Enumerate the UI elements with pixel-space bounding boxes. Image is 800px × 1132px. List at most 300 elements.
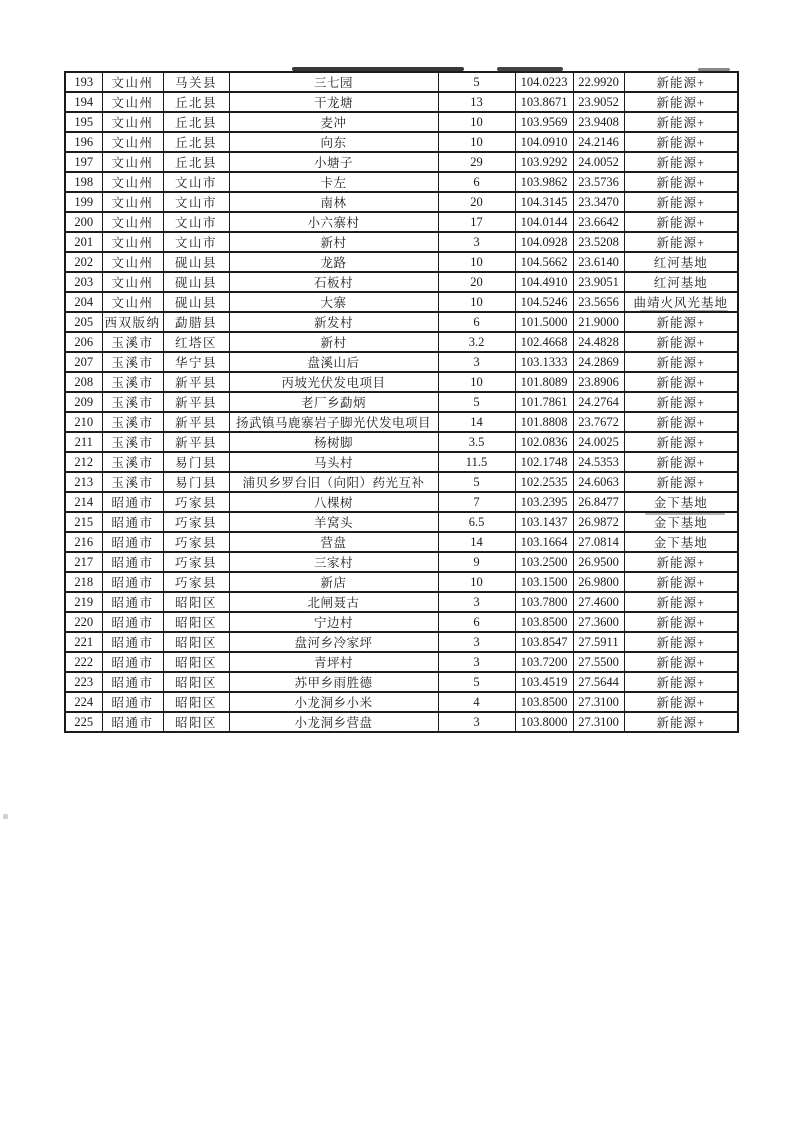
cell-capacity: 10 [438, 292, 515, 312]
cell-row-number: 201 [65, 232, 102, 252]
cell-capacity: 3 [438, 652, 515, 672]
cell-latitude: 27.5911 [573, 632, 624, 652]
cell-row-number: 197 [65, 152, 102, 172]
cell-capacity: 14 [438, 412, 515, 432]
cell-latitude: 23.6140 [573, 252, 624, 272]
cell-latitude: 27.0814 [573, 532, 624, 552]
cell-prefecture: 文山州 [102, 172, 163, 192]
cell-capacity: 17 [438, 212, 515, 232]
table-row [65, 92, 738, 112]
cell-county: 文山市 [163, 212, 229, 232]
cell-latitude: 27.4600 [573, 592, 624, 612]
cell-capacity: 13 [438, 92, 515, 112]
cell-county: 昭阳区 [163, 612, 229, 632]
cell-row-number: 207 [65, 352, 102, 372]
cell-longitude: 103.1437 [515, 512, 573, 532]
cell-latitude: 27.3600 [573, 612, 624, 632]
cell-base-type: 新能源+ [624, 612, 738, 632]
cell-project-name: 小六寨村 [229, 212, 438, 232]
cell-project-name: 苏甲乡雨胜德 [229, 672, 438, 692]
cell-base-type: 新能源+ [624, 332, 738, 352]
cell-project-name: 南林 [229, 192, 438, 212]
cell-row-number: 199 [65, 192, 102, 212]
cell-latitude: 26.9500 [573, 552, 624, 572]
cell-base-type: 新能源+ [624, 392, 738, 412]
cell-latitude: 24.2146 [573, 132, 624, 152]
cell-prefecture: 昭通市 [102, 532, 163, 552]
table-row [65, 532, 738, 552]
cell-longitude: 102.4668 [515, 332, 573, 352]
table-row [65, 512, 738, 532]
cell-prefecture: 昭通市 [102, 552, 163, 572]
table-row [65, 232, 738, 252]
table-row [65, 552, 738, 572]
cell-prefecture: 玉溪市 [102, 392, 163, 412]
cell-prefecture: 文山州 [102, 192, 163, 212]
cell-prefecture: 玉溪市 [102, 352, 163, 372]
cell-base-type: 新能源+ [624, 672, 738, 692]
cell-row-number: 225 [65, 712, 102, 732]
cell-longitude: 103.2395 [515, 492, 573, 512]
table-row [65, 332, 738, 352]
table-row [65, 152, 738, 172]
cell-base-type: 新能源+ [624, 572, 738, 592]
cell-base-type: 金下基地 [624, 512, 738, 532]
cell-longitude: 103.9862 [515, 172, 573, 192]
cell-capacity: 3 [438, 232, 515, 252]
cell-project-name: 三七园 [229, 72, 438, 92]
cell-row-number: 198 [65, 172, 102, 192]
cell-capacity: 10 [438, 132, 515, 152]
cell-county: 文山市 [163, 192, 229, 212]
cell-project-name: 青坪村 [229, 652, 438, 672]
cell-county: 新平县 [163, 392, 229, 412]
cell-base-type: 新能源+ [624, 452, 738, 472]
cell-county: 丘北县 [163, 152, 229, 172]
table-row [65, 632, 738, 652]
cell-latitude: 24.6063 [573, 472, 624, 492]
cell-latitude: 27.3100 [573, 692, 624, 712]
table-row [65, 192, 738, 212]
cell-longitude: 103.8000 [515, 712, 573, 732]
cell-longitude: 103.4519 [515, 672, 573, 692]
cell-longitude: 103.1664 [515, 532, 573, 552]
table-row [65, 432, 738, 452]
table-row [65, 292, 738, 312]
cell-row-number: 214 [65, 492, 102, 512]
cell-base-type: 新能源+ [624, 412, 738, 432]
table-row [65, 692, 738, 712]
cell-base-type: 新能源+ [624, 592, 738, 612]
cell-longitude: 104.0144 [515, 212, 573, 232]
cell-base-type: 新能源+ [624, 432, 738, 452]
cell-latitude: 27.5644 [573, 672, 624, 692]
cell-project-name: 八棵树 [229, 492, 438, 512]
cell-capacity: 3 [438, 592, 515, 612]
cell-row-number: 223 [65, 672, 102, 692]
cell-longitude: 103.2500 [515, 552, 573, 572]
cell-prefecture: 文山州 [102, 112, 163, 132]
cell-base-type: 新能源+ [624, 112, 738, 132]
projects-table-body [65, 72, 738, 732]
cell-prefecture: 玉溪市 [102, 452, 163, 472]
cell-latitude: 24.5353 [573, 452, 624, 472]
cell-longitude: 104.0928 [515, 232, 573, 252]
cell-capacity: 3.2 [438, 332, 515, 352]
cell-longitude: 103.8500 [515, 692, 573, 712]
table-row [65, 212, 738, 232]
cell-project-name: 石板村 [229, 272, 438, 292]
cell-latitude: 26.9800 [573, 572, 624, 592]
cell-project-name: 丙坡光伏发电项目 [229, 372, 438, 392]
cell-capacity: 10 [438, 572, 515, 592]
cell-row-number: 209 [65, 392, 102, 412]
cell-longitude: 102.1748 [515, 452, 573, 472]
cell-base-type: 新能源+ [624, 172, 738, 192]
cell-project-name: 小塘子 [229, 152, 438, 172]
cell-base-type: 新能源+ [624, 632, 738, 652]
cell-longitude: 103.1333 [515, 352, 573, 372]
cell-capacity: 10 [438, 252, 515, 272]
cell-row-number: 218 [65, 572, 102, 592]
cell-project-name: 龙路 [229, 252, 438, 272]
table-row [65, 572, 738, 592]
table-row [65, 592, 738, 612]
cell-county: 丘北县 [163, 132, 229, 152]
cell-project-name: 羊窝头 [229, 512, 438, 532]
cell-prefecture: 昭通市 [102, 592, 163, 612]
cell-base-type: 新能源+ [624, 212, 738, 232]
cell-project-name: 浦贝乡罗台旧（向阳）药光互补 [229, 472, 438, 492]
cell-prefecture: 文山州 [102, 252, 163, 272]
cell-project-name: 北闸聂古 [229, 592, 438, 612]
cell-longitude: 103.9292 [515, 152, 573, 172]
cell-prefecture: 玉溪市 [102, 332, 163, 352]
cell-county: 昭阳区 [163, 632, 229, 652]
cell-capacity: 3 [438, 352, 515, 372]
scan-artifact [3, 814, 8, 819]
cell-county: 巧家县 [163, 532, 229, 552]
cell-county: 新平县 [163, 412, 229, 432]
cell-latitude: 23.5736 [573, 172, 624, 192]
cell-capacity: 6 [438, 172, 515, 192]
cell-project-name: 新发村 [229, 312, 438, 332]
cell-project-name: 营盘 [229, 532, 438, 552]
cell-capacity: 29 [438, 152, 515, 172]
cell-project-name: 盘溪山后 [229, 352, 438, 372]
cell-county: 文山市 [163, 232, 229, 252]
cell-latitude: 27.5500 [573, 652, 624, 672]
cell-row-number: 217 [65, 552, 102, 572]
cell-latitude: 26.8477 [573, 492, 624, 512]
cell-prefecture: 西双版纳 [102, 312, 163, 332]
cell-project-name: 老厂乡勐炳 [229, 392, 438, 412]
cell-capacity: 14 [438, 532, 515, 552]
cell-longitude: 104.4910 [515, 272, 573, 292]
cell-longitude: 104.3145 [515, 192, 573, 212]
cell-row-number: 215 [65, 512, 102, 532]
cell-base-type: 新能源+ [624, 192, 738, 212]
table-row [65, 712, 738, 732]
cell-project-name: 新村 [229, 332, 438, 352]
cell-capacity: 5 [438, 72, 515, 92]
cell-project-name: 三家村 [229, 552, 438, 572]
cell-prefecture: 文山州 [102, 132, 163, 152]
cell-row-number: 193 [65, 72, 102, 92]
cell-base-type: 新能源+ [624, 712, 738, 732]
cell-base-type: 新能源+ [624, 472, 738, 492]
cell-project-name: 小龙洞乡营盘 [229, 712, 438, 732]
cell-capacity: 9 [438, 552, 515, 572]
cell-project-name: 向东 [229, 132, 438, 152]
cell-row-number: 220 [65, 612, 102, 632]
cell-prefecture: 文山州 [102, 292, 163, 312]
cell-base-type: 新能源+ [624, 152, 738, 172]
cell-project-name: 杨树脚 [229, 432, 438, 452]
cell-capacity: 5 [438, 672, 515, 692]
cell-project-name: 卡左 [229, 172, 438, 192]
cell-prefecture: 昭通市 [102, 512, 163, 532]
cell-longitude: 102.0836 [515, 432, 573, 452]
cell-base-type: 新能源+ [624, 552, 738, 572]
cell-base-type: 新能源+ [624, 72, 738, 92]
cell-longitude: 103.8500 [515, 612, 573, 632]
cell-latitude: 24.0052 [573, 152, 624, 172]
table-row [65, 372, 738, 392]
cell-project-name: 新店 [229, 572, 438, 592]
cell-row-number: 194 [65, 92, 102, 112]
cell-county: 昭阳区 [163, 672, 229, 692]
table-row [65, 112, 738, 132]
cell-row-number: 195 [65, 112, 102, 132]
cell-county: 昭阳区 [163, 712, 229, 732]
cell-row-number: 212 [65, 452, 102, 472]
cell-prefecture: 昭通市 [102, 572, 163, 592]
cell-prefecture: 文山州 [102, 72, 163, 92]
cell-latitude: 24.4828 [573, 332, 624, 352]
cell-row-number: 216 [65, 532, 102, 552]
cell-longitude: 101.7861 [515, 392, 573, 412]
cell-base-type: 曲靖火风光基地 [624, 292, 738, 312]
cell-prefecture: 昭通市 [102, 672, 163, 692]
projects-table [64, 71, 739, 733]
cell-row-number: 222 [65, 652, 102, 672]
cell-longitude: 102.2535 [515, 472, 573, 492]
cell-prefecture: 文山州 [102, 212, 163, 232]
cell-longitude: 101.8808 [515, 412, 573, 432]
cell-longitude: 104.5246 [515, 292, 573, 312]
cell-latitude: 23.5208 [573, 232, 624, 252]
cell-project-name: 干龙塘 [229, 92, 438, 112]
cell-prefecture: 文山州 [102, 152, 163, 172]
cell-project-name: 新村 [229, 232, 438, 252]
cell-project-name: 宁边村 [229, 612, 438, 632]
cell-prefecture: 文山州 [102, 92, 163, 112]
cell-longitude: 103.8547 [515, 632, 573, 652]
table-row [65, 252, 738, 272]
cell-latitude: 27.3100 [573, 712, 624, 732]
cell-row-number: 203 [65, 272, 102, 292]
cell-row-number: 210 [65, 412, 102, 432]
cell-base-type: 新能源+ [624, 312, 738, 332]
cell-capacity: 20 [438, 192, 515, 212]
cell-base-type: 金下基地 [624, 492, 738, 512]
cell-capacity: 11.5 [438, 452, 515, 472]
cell-capacity: 20 [438, 272, 515, 292]
cell-row-number: 202 [65, 252, 102, 272]
cell-county: 砚山县 [163, 272, 229, 292]
cell-latitude: 23.9051 [573, 272, 624, 292]
table-row [65, 132, 738, 152]
cell-county: 昭阳区 [163, 692, 229, 712]
table-row [65, 452, 738, 472]
cell-prefecture: 文山州 [102, 232, 163, 252]
cell-latitude: 24.2869 [573, 352, 624, 372]
cell-county: 砚山县 [163, 292, 229, 312]
cell-latitude: 21.9000 [573, 312, 624, 332]
table-row [65, 412, 738, 432]
cell-prefecture: 昭通市 [102, 632, 163, 652]
cell-row-number: 206 [65, 332, 102, 352]
cell-base-type: 新能源+ [624, 372, 738, 392]
cell-base-type: 新能源+ [624, 132, 738, 152]
cell-county: 新平县 [163, 372, 229, 392]
cell-county: 巧家县 [163, 552, 229, 572]
cell-capacity: 4 [438, 692, 515, 712]
cell-prefecture: 玉溪市 [102, 372, 163, 392]
cell-latitude: 22.9920 [573, 72, 624, 92]
cell-county: 易门县 [163, 452, 229, 472]
table-row [65, 392, 738, 412]
cell-row-number: 200 [65, 212, 102, 232]
cell-capacity: 3 [438, 632, 515, 652]
cell-county: 巧家县 [163, 492, 229, 512]
table-row [65, 272, 738, 292]
cell-longitude: 101.8089 [515, 372, 573, 392]
table-row [65, 172, 738, 192]
cell-base-type: 金下基地 [624, 532, 738, 552]
cell-prefecture: 文山州 [102, 272, 163, 292]
cell-county: 昭阳区 [163, 592, 229, 612]
cell-county: 丘北县 [163, 92, 229, 112]
cell-county: 易门县 [163, 472, 229, 492]
cell-latitude: 23.7672 [573, 412, 624, 432]
cell-latitude: 23.9408 [573, 112, 624, 132]
cell-base-type: 新能源+ [624, 692, 738, 712]
cell-base-type: 红河基地 [624, 252, 738, 272]
cell-longitude: 104.5662 [515, 252, 573, 272]
cell-latitude: 26.9872 [573, 512, 624, 532]
cell-base-type: 新能源+ [624, 352, 738, 372]
cell-prefecture: 昭通市 [102, 712, 163, 732]
cell-capacity: 3 [438, 712, 515, 732]
table-row [65, 612, 738, 632]
cell-longitude: 104.0910 [515, 132, 573, 152]
cell-prefecture: 玉溪市 [102, 472, 163, 492]
cell-row-number: 219 [65, 592, 102, 612]
cell-row-number: 208 [65, 372, 102, 392]
cell-row-number: 205 [65, 312, 102, 332]
cell-capacity: 3.5 [438, 432, 515, 452]
cell-latitude: 23.6642 [573, 212, 624, 232]
cell-county: 砚山县 [163, 252, 229, 272]
cell-project-name: 大寨 [229, 292, 438, 312]
cell-row-number: 224 [65, 692, 102, 712]
table-row [65, 472, 738, 492]
cell-prefecture: 昭通市 [102, 652, 163, 672]
cell-longitude: 104.0223 [515, 72, 573, 92]
cell-capacity: 10 [438, 372, 515, 392]
cell-base-type: 新能源+ [624, 232, 738, 252]
cell-row-number: 213 [65, 472, 102, 492]
cell-row-number: 211 [65, 432, 102, 452]
cell-capacity: 10 [438, 112, 515, 132]
cell-row-number: 196 [65, 132, 102, 152]
cell-county: 华宁县 [163, 352, 229, 372]
cell-base-type: 红河基地 [624, 272, 738, 292]
cell-county: 新平县 [163, 432, 229, 452]
cell-capacity: 6.5 [438, 512, 515, 532]
cell-longitude: 103.7800 [515, 592, 573, 612]
cell-row-number: 221 [65, 632, 102, 652]
cell-project-name: 马头村 [229, 452, 438, 472]
table-row [65, 492, 738, 512]
cell-county: 巧家县 [163, 512, 229, 532]
cell-longitude: 103.1500 [515, 572, 573, 592]
cell-county: 勐腊县 [163, 312, 229, 332]
cell-latitude: 23.5656 [573, 292, 624, 312]
cell-county: 马关县 [163, 72, 229, 92]
table-row [65, 652, 738, 672]
cell-prefecture: 玉溪市 [102, 412, 163, 432]
cell-county: 文山市 [163, 172, 229, 192]
cell-prefecture: 昭通市 [102, 612, 163, 632]
cell-prefecture: 昭通市 [102, 692, 163, 712]
cell-project-name: 麦冲 [229, 112, 438, 132]
table-row [65, 312, 738, 332]
cell-capacity: 5 [438, 392, 515, 412]
table-row [65, 72, 738, 92]
cell-project-name: 小龙洞乡小米 [229, 692, 438, 712]
table-row [65, 672, 738, 692]
cell-latitude: 23.8906 [573, 372, 624, 392]
cell-latitude: 23.3470 [573, 192, 624, 212]
cell-base-type: 新能源+ [624, 652, 738, 672]
cell-county: 红塔区 [163, 332, 229, 352]
cell-row-number: 204 [65, 292, 102, 312]
table-row [65, 352, 738, 372]
cell-county: 丘北县 [163, 112, 229, 132]
cell-capacity: 6 [438, 312, 515, 332]
cell-latitude: 24.2764 [573, 392, 624, 412]
cell-project-name: 盘河乡冷家坪 [229, 632, 438, 652]
cell-longitude: 103.7200 [515, 652, 573, 672]
cell-capacity: 5 [438, 472, 515, 492]
cell-longitude: 103.9569 [515, 112, 573, 132]
cell-base-type: 新能源+ [624, 92, 738, 112]
cell-prefecture: 玉溪市 [102, 432, 163, 452]
cell-prefecture: 昭通市 [102, 492, 163, 512]
cell-project-name: 扬武镇马鹿寨岩子脚光伏发电项目 [229, 412, 438, 432]
cell-capacity: 7 [438, 492, 515, 512]
cell-longitude: 103.8671 [515, 92, 573, 112]
cell-longitude: 101.5000 [515, 312, 573, 332]
cell-latitude: 23.9052 [573, 92, 624, 112]
cell-county: 昭阳区 [163, 652, 229, 672]
cell-latitude: 24.0025 [573, 432, 624, 452]
cell-county: 巧家县 [163, 572, 229, 592]
cell-capacity: 6 [438, 612, 515, 632]
